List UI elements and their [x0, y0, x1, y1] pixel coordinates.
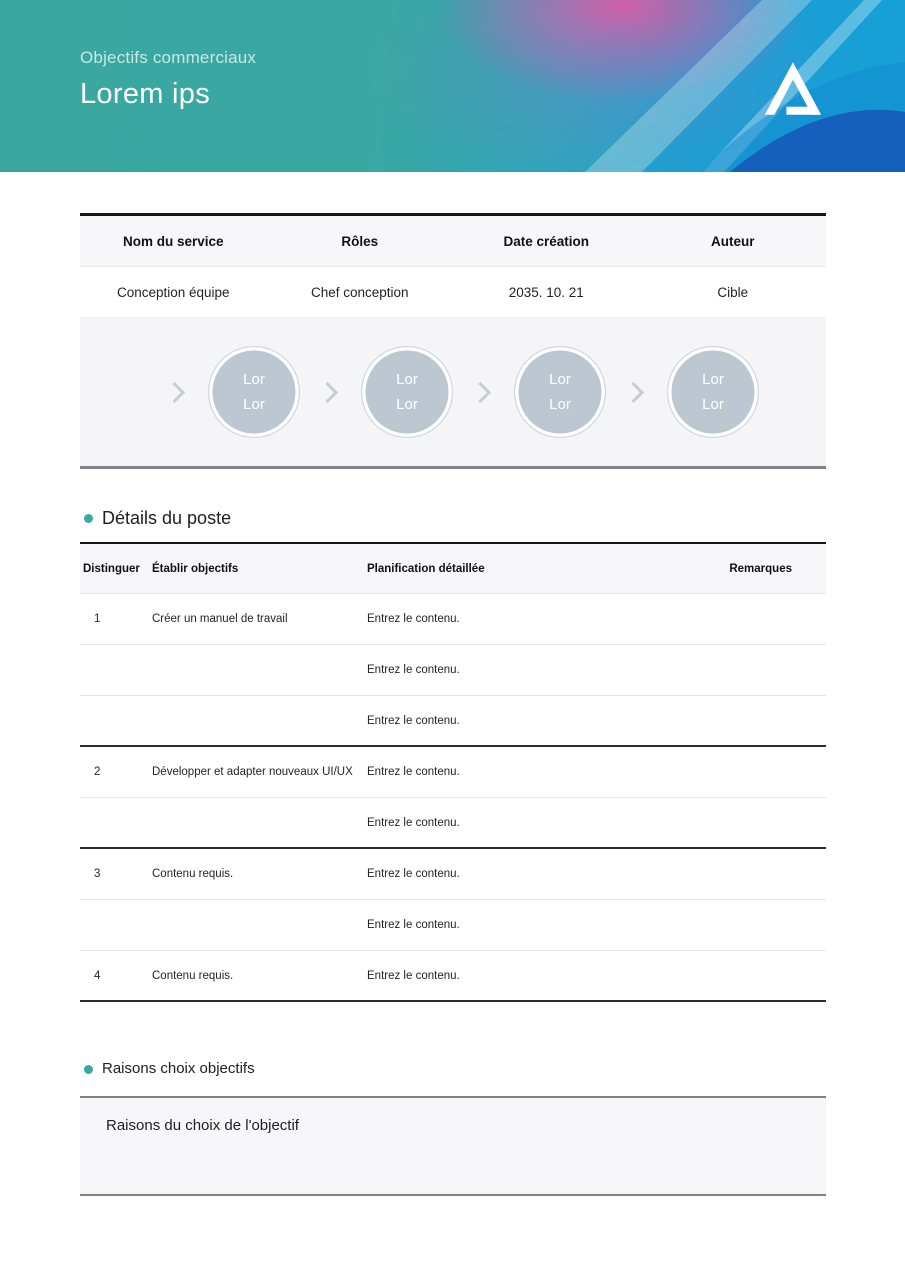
column-header-remarks: Remarques [729, 562, 792, 575]
table-row [80, 645, 826, 696]
column-header-planning: Planification détaillée [367, 562, 485, 575]
banner-text-block [80, 46, 256, 112]
document-body [80, 213, 826, 1196]
process-step-circle [361, 346, 453, 438]
column-header-objectives: Établir objectifs [152, 562, 239, 575]
cell-number: 3 [94, 868, 101, 880]
author-value: Cible [717, 284, 749, 300]
table-row [80, 747, 826, 798]
cell-planning: Entrez le contenu. [367, 766, 460, 778]
chevron-right-icon [317, 381, 338, 402]
step-label-line2: Lor [243, 396, 265, 413]
process-step-circle [514, 346, 606, 438]
cell-number: 1 [94, 613, 101, 625]
table-row [80, 900, 826, 951]
reasons-section-heading [80, 1058, 826, 1079]
chevron-right-icon [623, 381, 644, 402]
cell-objective: Contenu requis. [152, 969, 234, 982]
cell-objective: Créer un manuel de travail [152, 613, 288, 625]
details-table-body [80, 594, 826, 1002]
column-header-service: Nom du service [122, 233, 224, 249]
cell-planning: Entrez le contenu. [367, 714, 460, 727]
process-step [147, 346, 300, 438]
step-label-line1: Lor [549, 371, 571, 388]
cell-planning: Entrez le contenu. [367, 969, 460, 982]
process-step-circle [667, 346, 759, 438]
banner-subtitle: Objectifs commerciaux [80, 48, 257, 67]
section-title: Raisons choix objectifs [102, 1060, 255, 1077]
page-banner [0, 0, 905, 172]
process-step [453, 346, 606, 438]
step-label-line1: Lor [396, 371, 418, 388]
process-step [300, 346, 453, 438]
cell-number: 2 [94, 766, 101, 778]
service-name-value: Conception équipe [116, 284, 230, 300]
bullet-dot-icon [84, 1065, 93, 1074]
table-row [80, 696, 826, 747]
column-header-distinguish: Distinguer [83, 562, 140, 575]
step-label-line1: Lor [702, 371, 724, 388]
table-row [80, 849, 826, 900]
process-flow [80, 317, 826, 469]
page-title: Lorem ips [80, 78, 211, 110]
reasons-text-box [80, 1096, 826, 1196]
service-info-table [80, 213, 826, 469]
table-row [80, 594, 826, 645]
chevron-right-icon [470, 381, 491, 402]
details-table [80, 542, 826, 1002]
cell-planning: Entrez le contenu. [367, 664, 460, 676]
table-row [80, 798, 826, 849]
role-value: Chef conception [310, 284, 409, 300]
cell-planning: Entrez le contenu. [367, 868, 460, 880]
cell-objective: Développer et adapter nouveaux UI/UX [152, 766, 353, 778]
process-step-circle [208, 346, 300, 438]
bullet-dot-icon [84, 514, 93, 523]
column-header-roles: Rôles [341, 233, 379, 249]
details-section-heading [80, 506, 826, 530]
cell-planning: Entrez le contenu. [367, 613, 460, 625]
details-header-row [80, 544, 826, 594]
table-row [80, 951, 826, 1002]
cell-number: 4 [94, 969, 101, 982]
section-title: Détails du poste [102, 508, 232, 528]
column-header-author: Auteur [711, 233, 755, 249]
cell-objective: Contenu requis. [152, 868, 234, 880]
chevron-right-icon [164, 381, 185, 402]
step-label-line2: Lor [549, 396, 571, 413]
step-label-line1: Lor [243, 371, 265, 388]
service-info-value-row [80, 267, 826, 317]
delta-triangle-logo-icon [763, 62, 823, 115]
cell-planning: Entrez le contenu. [367, 919, 460, 931]
step-label-line2: Lor [702, 396, 724, 413]
column-header-date: Date création [503, 233, 590, 249]
creation-date-value: 2035. 10. 21 [508, 284, 584, 300]
process-step [606, 346, 759, 438]
step-label-line2: Lor [396, 396, 418, 413]
reasons-box-text: Raisons du choix de l'objectif [106, 1117, 299, 1134]
service-info-header-row [80, 216, 826, 267]
cell-planning: Entrez le contenu. [367, 816, 460, 829]
